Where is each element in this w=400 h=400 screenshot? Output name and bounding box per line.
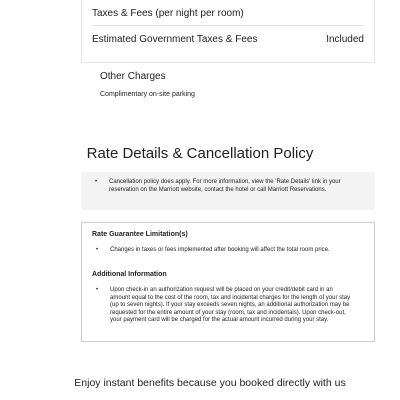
bullet-icon: • [95, 179, 98, 185]
additional-information-item [82, 287, 352, 325]
rate-guarantee-box [81, 222, 375, 342]
bullet-icon: • [96, 247, 99, 253]
cancellation-policy-text: Cancellation policy does apply. For more information, view the 'Rate Details' link in your reservation on the Marriott website, contact the hotel or call Marriott Reservations. [109, 179, 341, 193]
benefits-heading: Enjoy instant benefits because you booked directly with us [74, 377, 346, 389]
taxes-fees-row [92, 8, 364, 19]
other-charges-title: Other Charges [100, 71, 166, 82]
rate-details-title: Rate Details & Cancellation Policy [86, 145, 314, 162]
other-charges-item: Complimentary on-site parking [100, 91, 195, 98]
additional-information-heading: Additional Information [92, 271, 167, 278]
government-taxes-value: Included [326, 34, 364, 45]
cancellation-policy-box [81, 172, 375, 210]
additional-information-text: Upon check-in an authorization request will be placed on your credit/debit card in an amount equal to the cost of the room, tax and incidental charges for the length of your stay (up to seven nights). If your stay exceeds seven nights, an additional authorization may be requested for the entire amount of your stay (room, tax and incidentals). Upon check-out, your payment card will be charged for the actual amount incurred during your stay. [110, 287, 351, 323]
fees-divider [92, 25, 364, 26]
bullet-icon: • [96, 287, 99, 293]
taxes-fees-box [81, 0, 375, 63]
rate-guarantee-heading: Rate Guarantee Limitation(s) [92, 231, 188, 238]
rate-guarantee-item [82, 247, 352, 255]
government-taxes-label: Estimated Government Taxes & Fees [92, 34, 258, 45]
government-taxes-row [92, 34, 364, 45]
rate-guarantee-text: Changes in taxes or fees implemented after booking will affect the total room price. [110, 247, 330, 253]
cancellation-policy-item [81, 179, 341, 194]
taxes-fees-label: Taxes & Fees (per night per room) [92, 8, 244, 19]
